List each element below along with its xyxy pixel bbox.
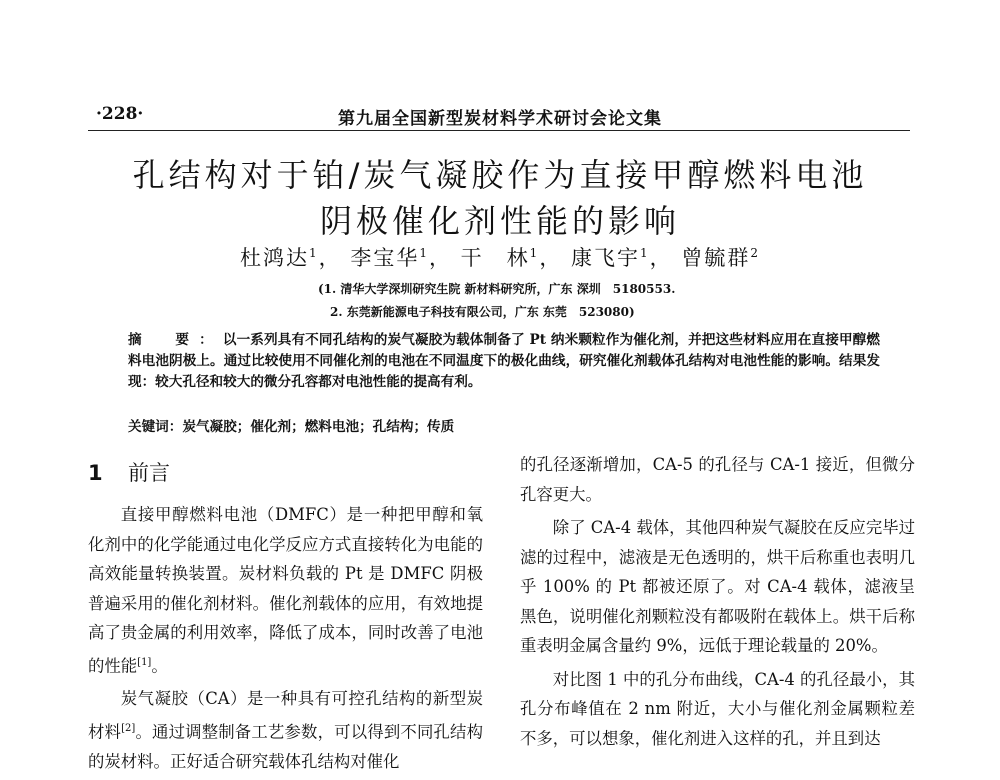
paragraph-text: 炭气凝胶（CA）是一种具有可控孔结构的新型炭材料: [88, 689, 483, 742]
author-name: 康飞宇: [571, 246, 640, 270]
keywords: [128, 415, 454, 435]
paper-title-line-1: 孔结构对于铂/炭气凝胶作为直接甲醇燃料电池: [132, 156, 868, 194]
abstract-text: 以一系列具有不同孔结构的炭气凝胶为载体制备了 Pt 纳米颗粒作为催化剂，并把这些材料应用在直接甲醇燃料电池阴极上。通过比较使用不同催化剂的电池在不同温度下的极化曲线，研究催化剂载体孔结构对电池性能的影响。结果发现：较大孔径和较大的微分孔容都对电池性能的提高有利。: [128, 332, 880, 390]
author-separator: ，: [318, 246, 342, 270]
section-number: 1: [88, 461, 103, 485]
paragraph: [88, 684, 483, 776]
right-column: [520, 450, 915, 757]
citation: [2]: [121, 722, 136, 734]
author-separator: ，: [428, 246, 452, 270]
running-header: [88, 104, 910, 131]
section-heading: [88, 458, 483, 488]
section-title: 前言: [128, 461, 170, 485]
paragraph-end: 。: [151, 655, 168, 675]
page-number: ·228·: [96, 104, 144, 124]
keywords-label: 关键词：: [128, 419, 183, 435]
author-name: 曾毓群: [681, 246, 751, 270]
paragraph-text: 直接甲醇燃料电池（DMFC）是一种把甲醇和氧化剂中的化学能通过电化学反应方式直接转化为电能的高效能量转换装置。炭材料负载的 Pt 是 DMFC 阴极普遍采用的催化剂材料。催化剂载体的应用，有效地提高了贵金属的利用效率，降低了成本，同时改善了电池的性能: [88, 505, 483, 675]
author-separator: ，: [539, 246, 563, 270]
conference-title: 第九届全国新型炭材料学术研讨会论文集: [338, 109, 662, 129]
paragraph: 除了 CA-4 载体，其他四种炭气凝胶在反应完毕过滤的过程中，滤液是无色透明的，烘干后称重也表明几乎 100% 的 Pt 都被还原了。对 CA-4 载体，滤液呈黑色，说明催化剂颗粒没有都吸附在载体上。烘干后称重表明金属含量约 9%，远低于理论载量的 20%。: [520, 518, 915, 655]
author-name: 干 林: [460, 246, 530, 270]
left-column: [88, 458, 483, 780]
author-affiliation-mark: 2: [750, 246, 760, 260]
abstract: [128, 330, 880, 393]
author-name: 杜鸿达: [240, 246, 310, 270]
paragraph: 对比图 1 中的孔分布曲线，CA-4 的孔径最小，其孔分布峰值在 2 nm 附近，大小与催化剂金属颗粒差不多，可以想象，催化剂进入这样的孔，并且到达: [520, 669, 915, 748]
paragraph-text: 。通过调整制备工艺参数，可以得到不同孔结构的炭材料。正好适合研究载体孔结构对催化: [88, 722, 484, 771]
author-affiliation-mark: 1: [309, 246, 319, 260]
paper-title-line-2: 阴极催化剂性能的影响: [319, 202, 680, 240]
paragraph: [88, 500, 483, 680]
abstract-label: 摘 要：: [128, 332, 223, 348]
author-separator: ，: [649, 246, 673, 270]
affiliation-1: (1. 清华大学深圳研究生院 新材料研究所，广东 深圳 5180553.: [318, 282, 676, 296]
affiliation-2: 2. 东莞新能源电子科技有限公司，广东 东莞 523080): [330, 305, 635, 319]
author-name: 李宝华: [350, 246, 420, 270]
author-list: [0, 242, 1000, 272]
paragraph: 的孔径逐渐增加，CA-5 的孔径与 CA-1 接近，但微分孔容更大。: [520, 455, 915, 504]
citation: [1]: [137, 656, 152, 668]
author-affiliation-mark: 1: [640, 246, 650, 260]
author-affiliation-mark: 1: [419, 246, 429, 260]
keywords-text: 炭气凝胶；催化剂；燃料电池；孔结构；传质: [182, 419, 455, 435]
author-affiliation-mark: 1: [529, 246, 540, 260]
